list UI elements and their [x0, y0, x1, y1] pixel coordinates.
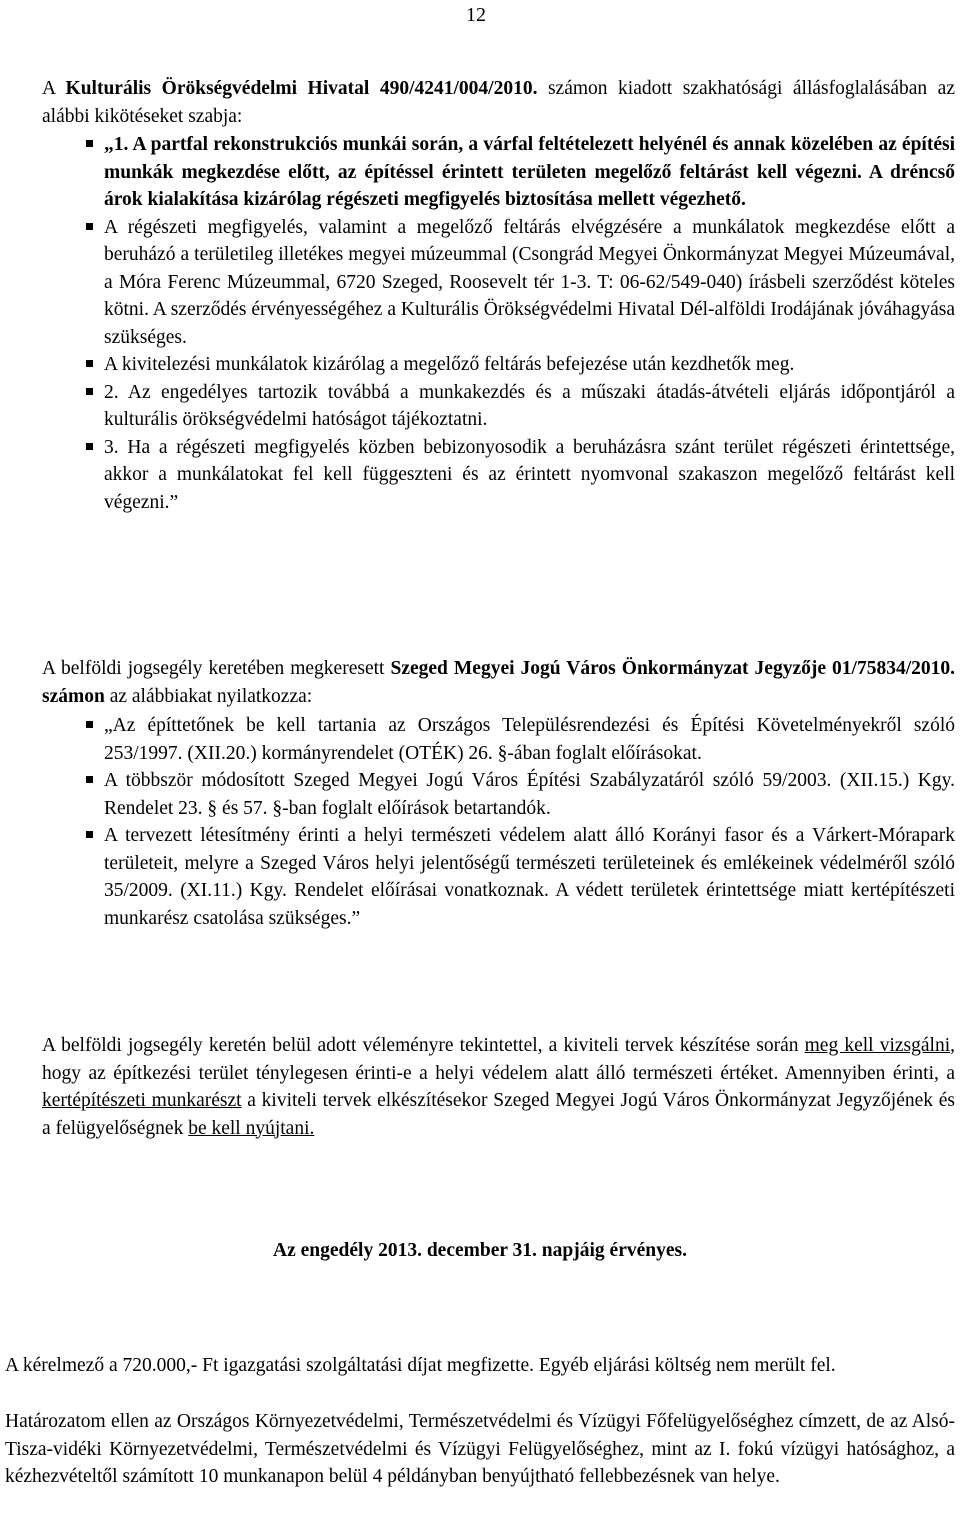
list-item — [104, 351, 955, 379]
bullet-square-icon — [86, 721, 93, 728]
municipal-reference-word: számon — [42, 685, 105, 707]
bullet-square-icon — [86, 443, 93, 450]
bullet-square-icon — [86, 140, 93, 147]
municipal-text: A belföldi jogsegély keretében megkeresett — [42, 658, 391, 679]
municipal-condition-text: A tervezett létesítmény érinti a helyi természeti védelem alatt álló Korányi fasor és a Várkert-Mórapark területeit, melyre a Szeged Város helyi jelentőségű természeti területeinek és emlékeinek védelméről szóló 35/2009. (XI.11.) Kgy. Rendelet előírásai vonatkoznak. A védett területek érintettsége miatt kertépítészeti munkarész csatolása szükséges.” — [104, 825, 955, 929]
condition-text: A kivitelezési munkálatok kizárólag a megelőző feltárás befejezése után kezdhetők meg. — [104, 354, 795, 375]
validity-statement: Az engedély 2013. december 31. napjáig érvényes. — [273, 1240, 687, 1261]
list-item — [104, 434, 955, 517]
page-number: 12 — [466, 4, 486, 26]
list-item — [104, 712, 955, 767]
opinion-text: , hogy az építkezési terület ténylegesen érinti-e a helyi védelem alatt álló természeti értéket. Amennyiben érinti, a — [42, 1035, 955, 1084]
condition-text: 2. Az engedélyes tartozik továbbá a munkakezdés és a műszaki átadás-átvételi eljárás időpontjáról a kulturális örökségvédelmi hatóságot tájékoztatni. — [104, 381, 955, 430]
condition-text: 3. Ha a régészeti megfigyelés közben bebizonyosodik a beruházásra szánt terület régészeti érintettsége, akkor a munkálatokat fel kell függeszteni és az érintett nyomvonal szakaszon megelőző feltárást kell végezni.” — [104, 436, 955, 513]
list-item — [104, 214, 955, 352]
municipal-condition-text: „Az építtetőnek be kell tartania az Országos Településrendezési és Építési Követelményekről szóló 253/1997. (XII.20.) kormányrendelet (OTÉK) 26. §-ában foglalt előírásokat. — [104, 715, 955, 764]
bullet-square-icon — [86, 776, 93, 783]
appeal-paragraph: Határozatom ellen az Országos Környezetvédelmi, Természetvédelmi és Vízügyi Főfelügyelőséghez címzett, de az Alsó-Tisza-vidéki Környezetvédelmi, Természetvédelmi és Vízügyi Felügyelőséghez, mint az I. fokú vízügyi hatósághoz, a kézhezvételtől számított 10 munkanapon belül 4 példányban benyújtható fellebbezésnek van helye. — [5, 1411, 955, 1487]
municipal-paragraph — [42, 655, 955, 710]
bullet-square-icon — [86, 388, 93, 395]
fee-paragraph: A kérelmező a 720.000,- Ft igazgatási szolgáltatási díjat megfizette. Egyéb eljárási költség nem merült fel. — [5, 1355, 836, 1376]
condition-text-bold: „1. A partfal rekonstrukciós munkái során, a várfal feltételezett helyénél és annak közelében az építési munkák megkezdése előtt, az építéssel érintett területen megelőző feltárást kell végezni. A dréncső árok kialakítása kizárólag régészeti megfigyelés biztosítása mellett végezhető. — [104, 134, 955, 210]
municipal-condition-text: A többször módosított Szeged Megyei Jogú Város Építési Szabályzatáról szóló 59/2003. (XII.15.) Kgy. Rendelet 23. § és 57. §-ban foglalt előírások betartandók. — [104, 770, 955, 819]
list-item — [104, 822, 955, 932]
authority-reference: Kulturális Örökségvédelmi Hivatal 490/4241/004/2010. — [65, 78, 538, 99]
municipal-conditions-list — [104, 712, 955, 932]
opinion-text: a kiviteli tervek elkészítésekor Szeged Megyei Jogú Város Önkormányzat Jegyzőjének és a felügyelőségnek — [42, 1090, 955, 1139]
underlined-phrase: meg kell vizsgálni — [804, 1035, 951, 1056]
heritage-conditions-list — [104, 131, 955, 516]
opinion-paragraph — [42, 1032, 955, 1142]
intro-text-continued: számon kiadott szakhatósági állásfoglalásában az alábbi kikötéseket szabja: — [42, 78, 955, 127]
municipal-text-continued: az alábbiakat nyilatkozza: — [104, 685, 313, 707]
underlined-phrase: be kell nyújtani. — [188, 1117, 315, 1139]
bullet-square-icon — [86, 223, 93, 230]
bullet-square-icon — [86, 360, 93, 367]
intro-text: A — [42, 78, 66, 99]
list-item — [104, 379, 955, 434]
underlined-phrase: kertépítészeti munkarészt — [42, 1090, 242, 1111]
list-item — [104, 131, 955, 214]
municipal-authority: Szeged Megyei Jogú Város Önkormányzat Jegyzője 01/75834/2010. — [390, 658, 955, 679]
intro-paragraph — [42, 75, 955, 130]
opinion-text: A belföldi jogsegély keretén belül adott véleményre tekintettel, a kiviteli tervek készítése során — [42, 1035, 805, 1056]
condition-text: A régészeti megfigyelés, valamint a megelőző feltárás elvégzésére a munkálatok megkezdése előtt a beruházó a területileg illetékes megyei múzeummal (Csongrád Megyei Önkormányzat Megyei Múzeumával, a Móra Ferenc Múzeummal, 6720 Szeged, Roosevelt tér 1-3. T: 06-62/549-040) írásbeli szerződést köteles kötni. A szerződés érvényességéhez a Kulturális Örökségvédelmi Hivatal Dél-alföldi Irodájának jóváhagyása szükséges. — [104, 216, 955, 348]
list-item — [104, 767, 955, 822]
bullet-square-icon — [86, 831, 93, 838]
